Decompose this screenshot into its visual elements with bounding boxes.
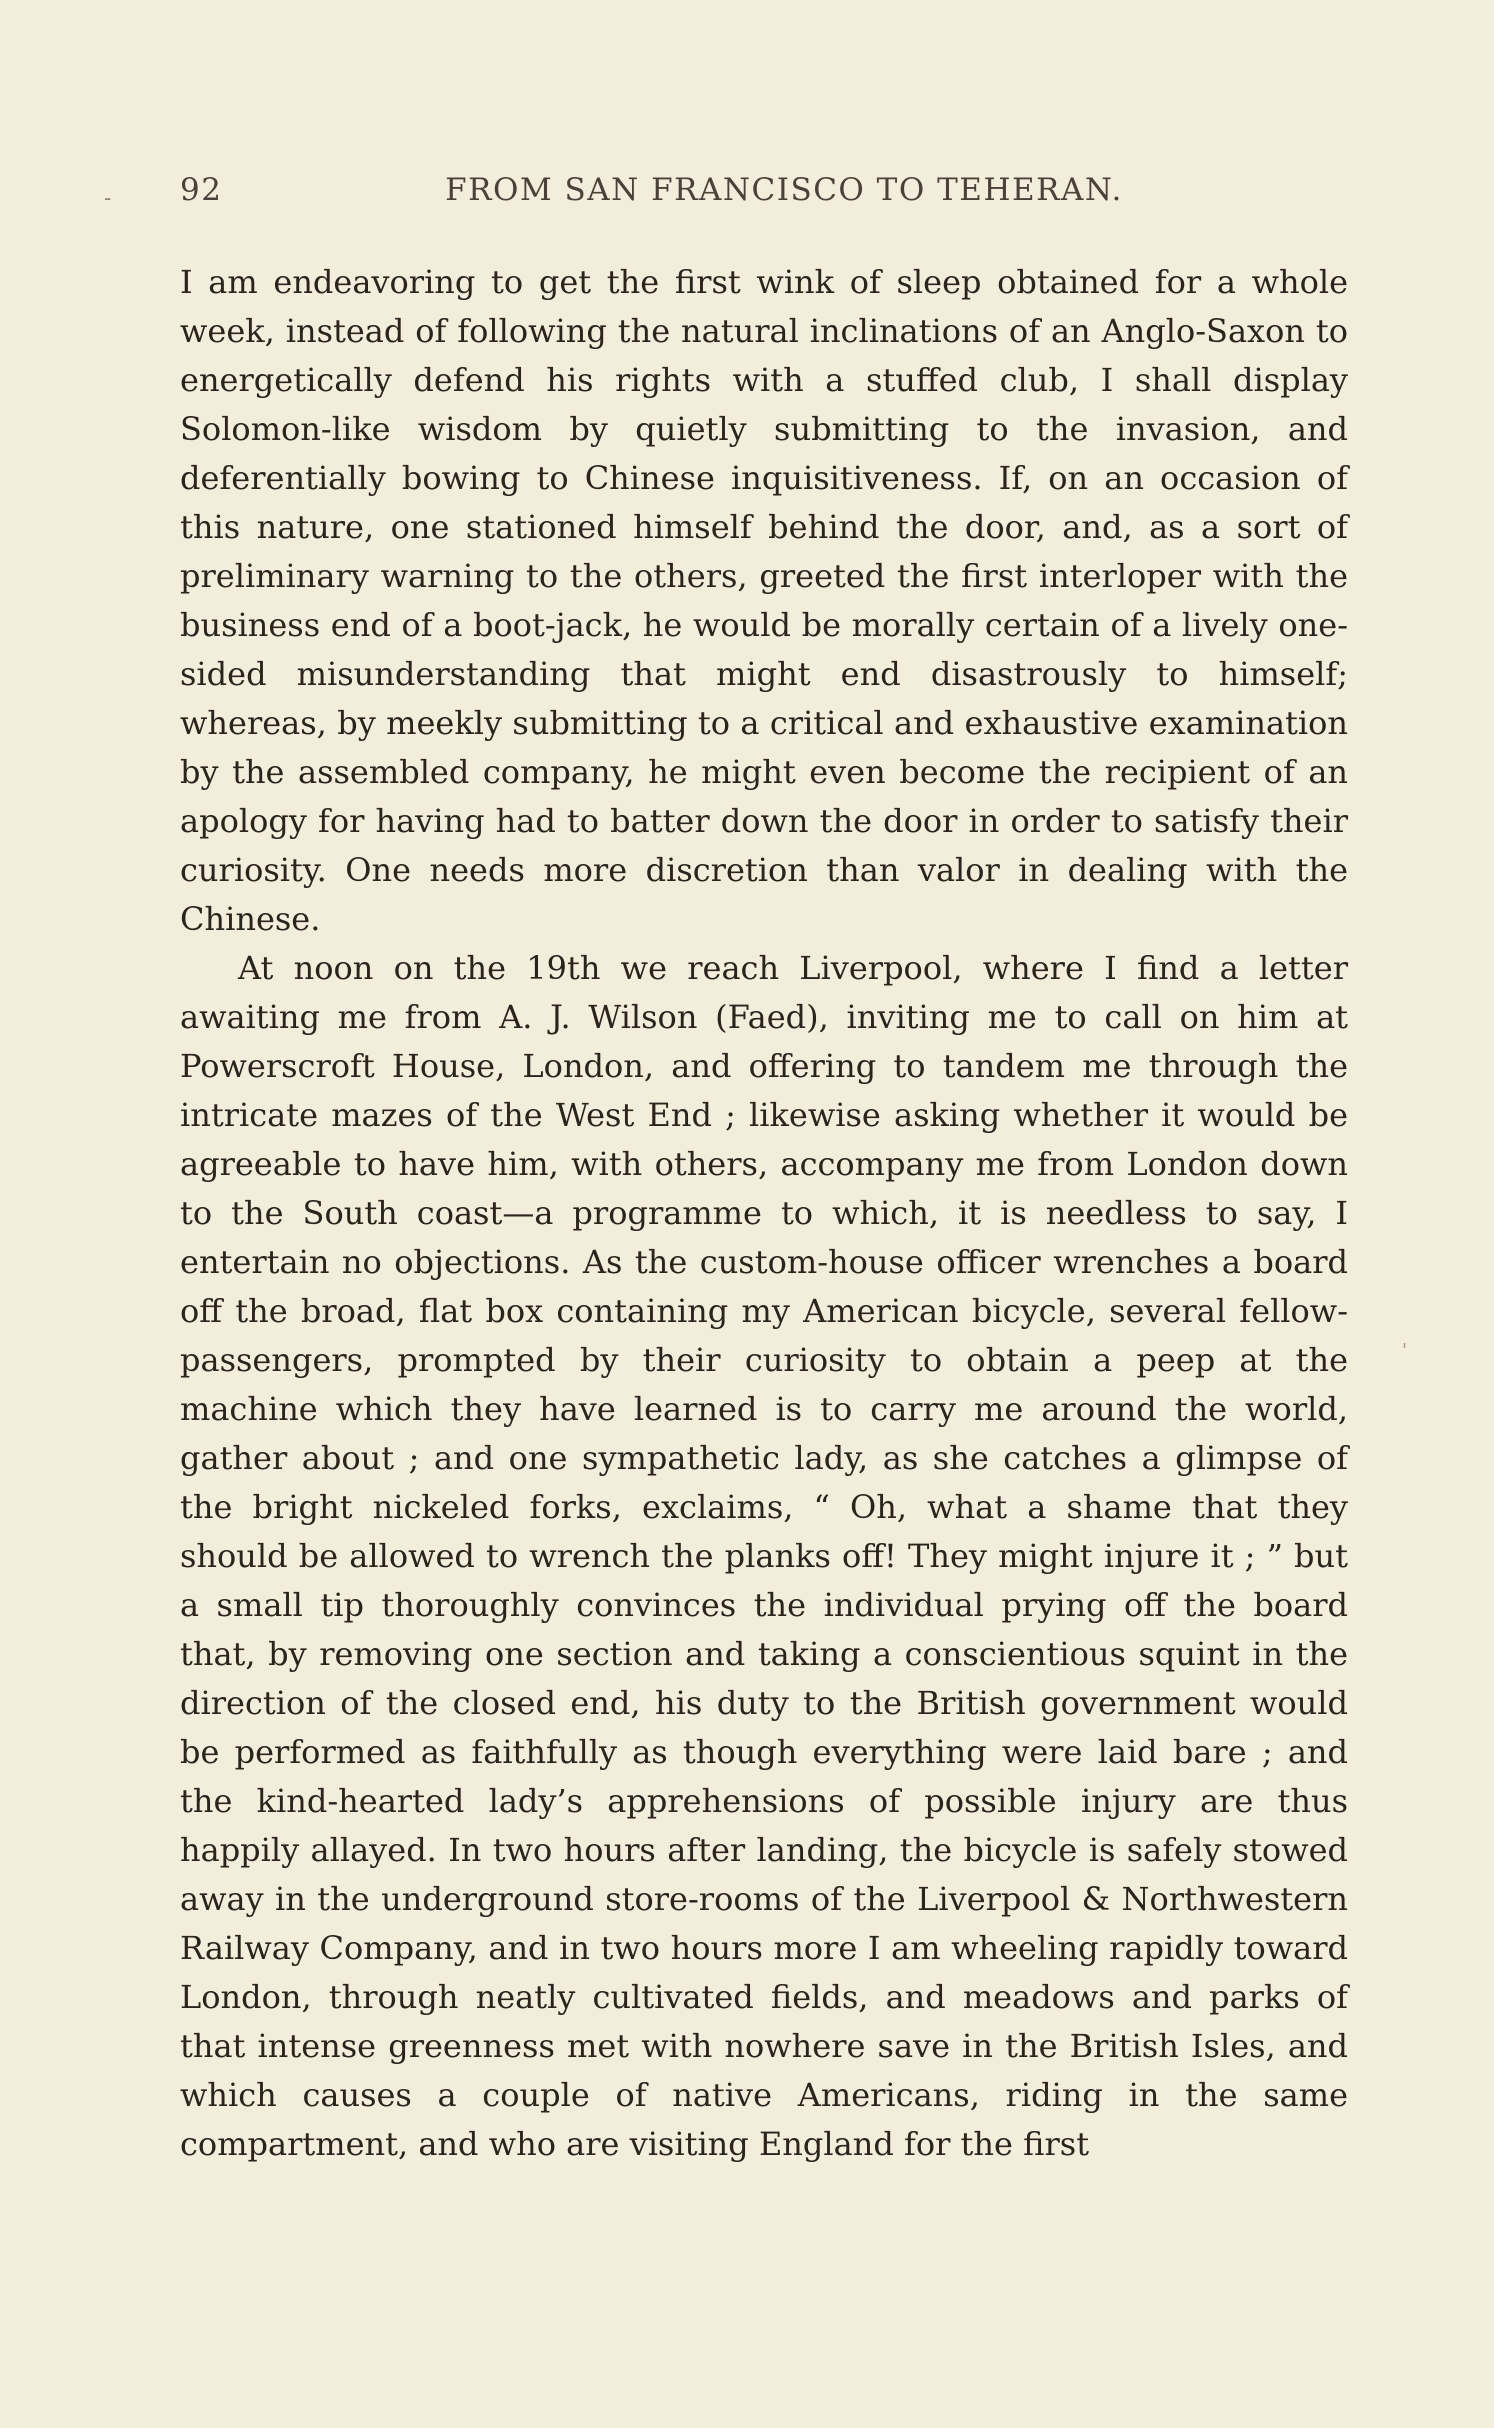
paragraph-2: At noon on the 19th we reach Liverpool, where I find a letter awaiting me from A. J. Wilson (Faed), inviting me to call on him at Powerscroft House, London, and offering to tandem me through the intricate mazes of the West End ; likewise asking whether it would be agreeable to have him, with others, accompany me from London down to the South coast—a programme to which, it is needless to say, I entertain no objections. As the custom-house officer wrenches a board off the broad, flat box containing my American bicycle, several fellow-passengers, prompted by their curiosity to obtain a peep at the machine which they have learned is to carry me around the world, gather about ; and one sympathetic lady, as she catches a glimpse of the bright nickeled forks, exclaims, “ Oh, what a shame that they should be allowed to wrench the planks off! They might injure it ; ” but a small tip thoroughly convinces the individual prying off the board that, by removing one section and taking a conscientious squint in the direction of the closed end, his duty to the British government would be performed as faithfully as though everything were laid bare ; and the kind-hearted lady’s apprehensions of possible injury are thus happily allayed. In two hours after landing, the bicycle is safely stowed away in the underground store-rooms of the Liverpool & Northwestern Railway Company, and in two hours more I am wheeling rapidly toward London, through neatly cultivated fields, and meadows and parks of that intense greenness met with nowhere save in the British Isles, and which causes a couple of native Americans, riding in the same compartment, and who are visiting England for the first: [180, 949, 1348, 2163]
page-header: [180, 172, 1348, 222]
running-title: FROM SAN FRANCISCO TO TEHERAN.: [445, 172, 1123, 208]
page-number: 92: [180, 172, 223, 208]
margin-mark-left: -: [104, 186, 112, 210]
body-text: [180, 258, 1348, 2169]
paragraph-1: I am endeavoring to get the first wink of sleep obtained for a whole week, instead of following the natural inclinations of an Anglo-Saxon to energetically defend his rights with a stuffed club, I shall display Solomon-like wisdom by quietly submitting to the invasion, and deferentially bowing to Chinese inquisitiveness. If, on an occasion of this nature, one stationed himself behind the door, and, as a sort of preliminary warning to the others, greeted the first interloper with the business end of a boot-jack, he would be morally certain of a lively one-sided misunderstanding that might end disastrously to himself; whereas, by meekly submitting to a critical and exhaustive examination by the assembled company, he might even become the recipient of an apology for having had to batter down the door in order to satisfy their curiosity. One needs more discretion than valor in dealing with the Chinese.: [180, 263, 1348, 938]
margin-mark-right: ': [1402, 1340, 1407, 1361]
